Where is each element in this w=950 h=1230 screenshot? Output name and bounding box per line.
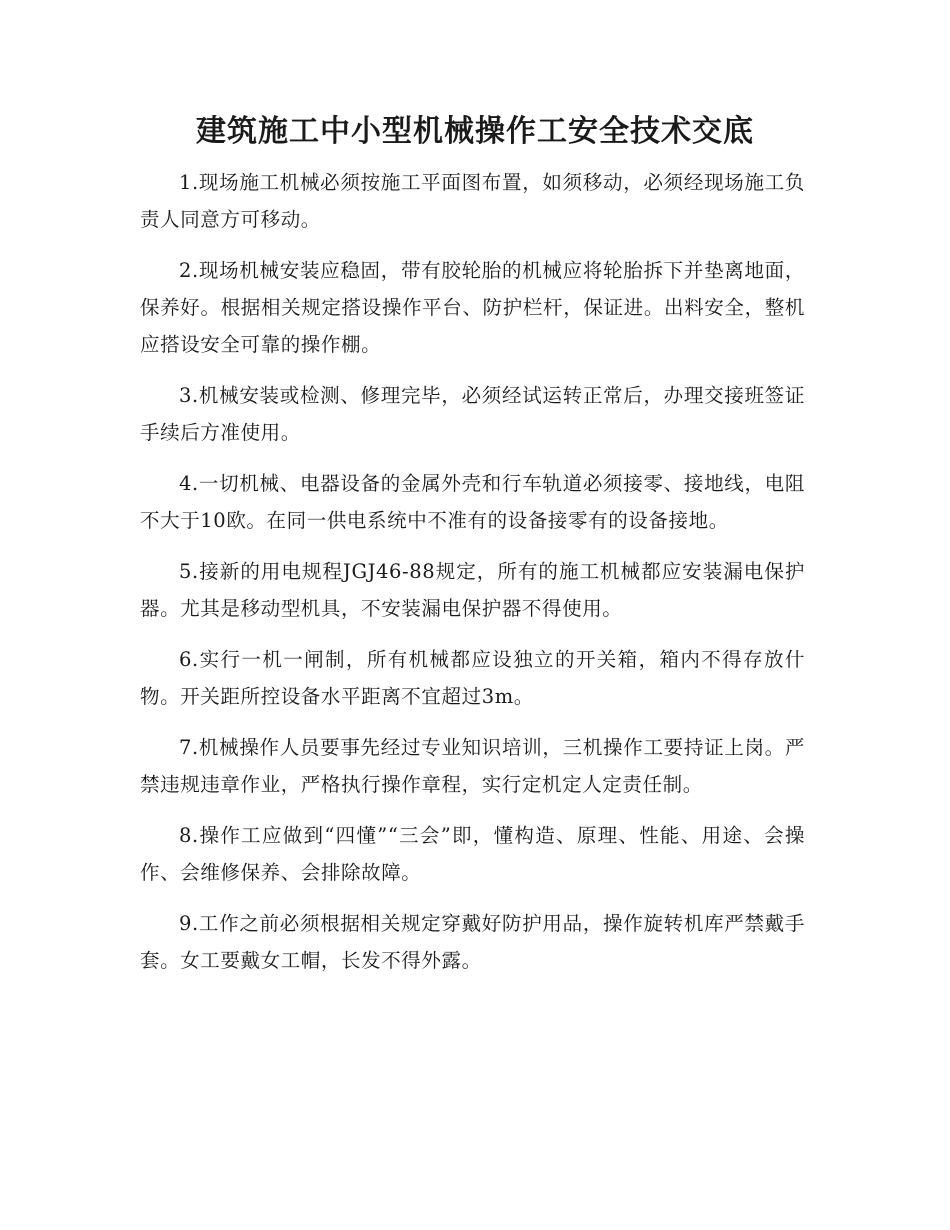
- paragraph-9: 9.工作之前必须根据相关规定穿戴好防护用品，操作旋转机库严禁戴手套。女工要戴女工帽，长发不得外露。: [140, 912, 805, 972]
- paragraph-7: 7.机械操作人员要事先经过专业知识培训，三机操作工要持证上岗。严禁违规违章作业，严格执行操作章程，实行定机定人定责任制。: [140, 736, 805, 796]
- paragraph-3: 3.机械安装或检测、修理完毕，必须经试运转正常后，办理交接班签证手续后方准使用。: [140, 384, 805, 444]
- document-title: 建筑施工中小型机械操作工安全技术交底: [196, 114, 754, 149]
- paragraph-5: 5.接新的用电规程JGJ46-88规定，所有的施工机械都应安装漏电保护器。尤其是移动型机具，不安装漏电保护器不得使用。: [140, 560, 805, 620]
- paragraph-1: 1.现场施工机械必须按施工平面图布置，如须移动，必须经现场施工负责人同意方可移动。: [140, 171, 805, 231]
- paragraph-4: 4.一切机械、电器设备的金属外壳和行车轨道必须接零、接地线，电阻不大于10欧。在同一供电系统中不准有的设备接零有的设备接地。: [140, 472, 805, 532]
- document-body: [140, 164, 805, 993]
- paragraph-6: 6.实行一机一闸制，所有机械都应设独立的开关箱，箱内不得存放什物。开关距所控设备水平距离不宜超过3m。: [140, 648, 805, 708]
- paragraph-2: 2.现场机械安装应稳固，带有胶轮胎的机械应将轮胎拆下并垫离地面，保养好。根据相关规定搭设操作平台、防护栏杆，保证进。出料安全，整机应搭设安全可靠的操作棚。: [140, 259, 805, 356]
- paragraph-8: 8.操作工应做到“四懂”“三会”即，懂构造、原理、性能、用途、会操作、会维修保养、会排除故障。: [140, 824, 805, 884]
